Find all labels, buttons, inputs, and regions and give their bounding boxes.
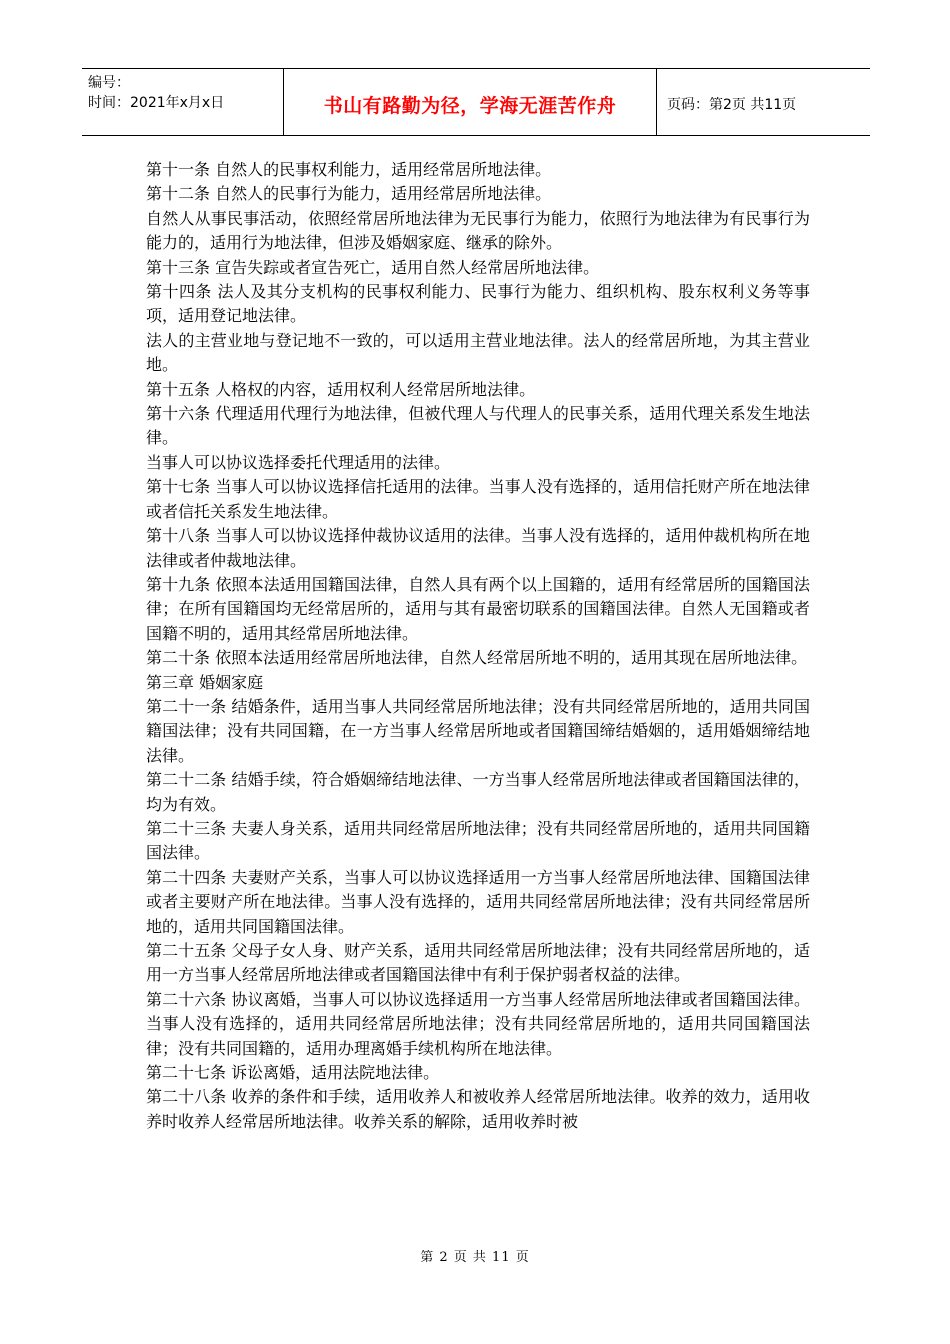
header-page-cell [657,69,870,135]
chapter-heading: 第三章 婚姻家庭 [146,672,264,692]
document-date: 时间：2021年x月x日 [88,95,225,111]
document-body [146,158,810,1134]
paragraph: 自然人从事民事活动，依照经常居所地法律为无民事行为能力，依照行为地法律为有民事行为能力的，适用行为地法律，但涉及婚姻家庭、继承的除外。 [146,208,810,253]
paragraph: 第二十七条 诉讼离婚，适用法院地法律。 [146,1063,440,1083]
paragraph: 第十七条 当事人可以协议选择信托适用的法律。当事人没有选择的，适用信托财产所在地法律或者信托关系发生地法律。 [146,477,810,521]
paragraph: 第十二条 自然人的民事行为能力，适用经常居所地法律。 [146,184,552,204]
header-motto: 书山有路勤为径，学海无涯苦作舟 [323,94,617,117]
page-footer: 第 2 页 共 11 页 [420,1250,530,1265]
paragraph: 第二十五条 父母子女人身、财产关系，适用共同经常居所地法律；没有共同经常居所地的，适用一方当事人经常居所地法律或者国籍国法律中有利于保护弱者权益的法律。 [146,941,810,985]
paragraph: 当事人可以协议选择委托代理适用的法律。 [146,452,451,472]
paragraph: 第二十四条 夫妻财产关系，当事人可以协议选择适用一方当事人经常居所地法律、国籍国法律或者主要财产所在地法律。当事人没有选择的，适用共同经常居所地法律；没有共同经常居所地的，适用共同国籍国法律。 [146,867,810,936]
paragraph: 第二十三条 夫妻人身关系，适用共同经常居所地法律；没有共同经常居所地的，适用共同国籍国法律。 [146,818,810,863]
header-meta-cell [82,69,284,135]
paragraph: 第十三条 宣告失踪或者宣告死亡，适用自然人经常居所地法律。 [146,257,600,277]
paragraph: 第十一条 自然人的民事权利能力，适用经常居所地法律。 [146,160,552,179]
paragraph: 第十四条 法人及其分支机构的民事权利能力、民事行为能力、组织机构、股东权利义务等事项，适用登记地法律。 [146,282,810,326]
paragraph: 第二十八条 收养的条件和手续，适用收养人和被收养人经常居所地法律。收养的效力，适用收养时收养人经常居所地法律。收养关系的解除，适用收养时被 [146,1087,810,1131]
header-motto-cell [284,69,657,135]
document-number-label: 编号： [88,75,130,91]
paragraph: 第十八条 当事人可以协议选择仲裁协议适用的法律。当事人没有选择的，适用仲裁机构所在地法律或者仲裁地法律。 [146,526,810,570]
paragraph: 第二十一条 结婚条件，适用当事人共同经常居所地法律；没有共同经常居所地的，适用共同国籍国法律；没有共同国籍，在一方当事人经常居所地或者国籍国缔结婚姻的，适用婚姻缔结地法律。 [146,696,810,765]
paragraph: 法人的主营业地与登记地不一致的，可以适用主营业地法律。法人的经常居所地，为其主营业地。 [146,330,810,375]
paragraph: 第十六条 代理适用代理行为地法律，但被代理人与代理人的民事关系，适用代理关系发生地法律。 [146,404,810,448]
page-header [82,68,870,136]
paragraph: 第二十条 依照本法适用经常居所地法律，自然人经常居所地不明的，适用其现在居所地法律。 [146,648,808,668]
paragraph: 第二十六条 协议离婚，当事人可以协议选择适用一方当事人经常居所地法律或者国籍国法律。当事人没有选择的，适用共同经常居所地法律；没有共同经常居所地的，适用共同国籍国法律；没有共同国籍的，适用办理离婚手续机构所在地法律。 [146,989,810,1058]
paragraph: 第十五条 人格权的内容，适用权利人经常居所地法律。 [146,379,536,399]
header-page-code: 页码：第2页 共11页 [667,97,797,113]
paragraph: 第十九条 依照本法适用国籍国法律，自然人具有两个以上国籍的，适用有经常居所的国籍国法律；在所有国籍国均无经常居所的，适用与其有最密切联系的国籍国法律。自然人无国籍或者国籍不明的，适用其经常居所地法律。 [146,574,810,643]
paragraph: 第二十二条 结婚手续，符合婚姻缔结地法律、一方当事人经常居所地法律或者国籍国法律的，均为有效。 [146,770,810,814]
